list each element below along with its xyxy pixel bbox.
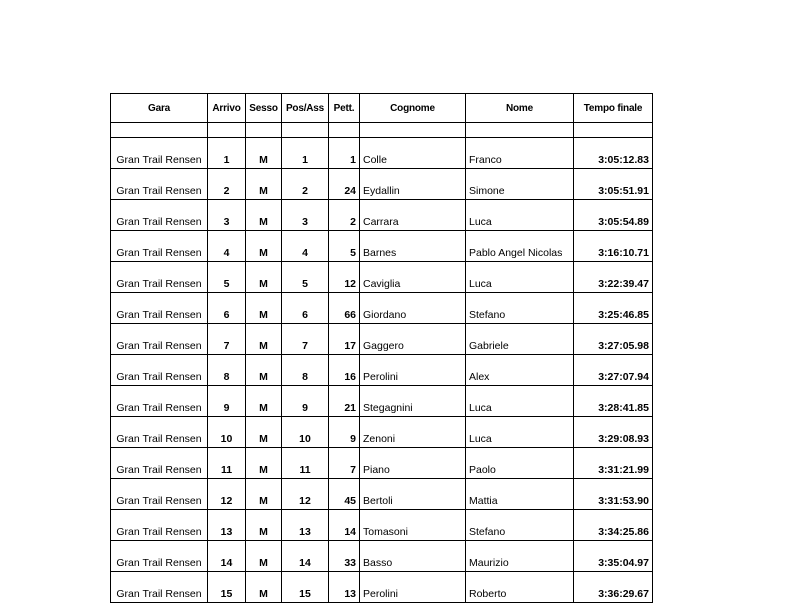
sesso-cell: M <box>246 200 282 231</box>
sesso-cell: M <box>246 417 282 448</box>
cognome-cell: Gaggero <box>360 324 466 355</box>
tempo-finale-cell: 3:25:46.85 <box>574 293 653 324</box>
table-row <box>111 262 653 293</box>
sesso-cell: M <box>246 262 282 293</box>
cognome-cell: Tomasoni <box>360 510 466 541</box>
tempo-finale-cell: 3:36:29.67 <box>574 572 653 603</box>
cognome-cell: Zenoni <box>360 417 466 448</box>
tempo-finale-cell: 3:34:25.86 <box>574 510 653 541</box>
cognome-cell: Bertoli <box>360 479 466 510</box>
sesso-cell: M <box>246 138 282 169</box>
arrivo-cell: 8 <box>208 355 246 386</box>
gara-cell: Gran Trail Rensen <box>111 386 208 417</box>
sesso-cell: M <box>246 479 282 510</box>
pos-ass-cell: 11 <box>282 448 329 479</box>
cognome-cell: Basso <box>360 541 466 572</box>
nome-cell: Roberto <box>466 572 574 603</box>
sesso-cell: M <box>246 541 282 572</box>
nome-cell: Mattia <box>466 479 574 510</box>
pett-cell: 1 <box>329 138 360 169</box>
pos-ass-cell: 15 <box>282 572 329 603</box>
spacer-cell <box>246 123 282 138</box>
nome-cell: Simone <box>466 169 574 200</box>
header-arrivo: Arrivo <box>208 94 246 123</box>
spacer-cell <box>360 123 466 138</box>
pos-ass-cell: 8 <box>282 355 329 386</box>
gara-cell: Gran Trail Rensen <box>111 231 208 262</box>
gara-cell: Gran Trail Rensen <box>111 355 208 386</box>
sesso-cell: M <box>246 510 282 541</box>
pett-cell: 17 <box>329 324 360 355</box>
gara-cell: Gran Trail Rensen <box>111 572 208 603</box>
table-row <box>111 510 653 541</box>
cognome-cell: Stegagnini <box>360 386 466 417</box>
tempo-finale-cell: 3:35:04.97 <box>574 541 653 572</box>
spacer-cell <box>111 123 208 138</box>
arrivo-cell: 14 <box>208 541 246 572</box>
table-row <box>111 479 653 510</box>
tempo-finale-cell: 3:31:53.90 <box>574 479 653 510</box>
table-row <box>111 572 653 603</box>
pos-ass-cell: 13 <box>282 510 329 541</box>
spacer-cell <box>282 123 329 138</box>
cognome-cell: Colle <box>360 138 466 169</box>
pett-cell: 33 <box>329 541 360 572</box>
table-row <box>111 231 653 262</box>
table-row <box>111 293 653 324</box>
spacer-cell <box>208 123 246 138</box>
sesso-cell: M <box>246 355 282 386</box>
spacer-cell <box>329 123 360 138</box>
gara-cell: Gran Trail Rensen <box>111 324 208 355</box>
arrivo-cell: 9 <box>208 386 246 417</box>
tempo-finale-cell: 3:31:21.99 <box>574 448 653 479</box>
cognome-cell: Caviglia <box>360 262 466 293</box>
pos-ass-cell: 14 <box>282 541 329 572</box>
pos-ass-cell: 2 <box>282 169 329 200</box>
tempo-finale-cell: 3:16:10.71 <box>574 231 653 262</box>
arrivo-cell: 13 <box>208 510 246 541</box>
gara-cell: Gran Trail Rensen <box>111 510 208 541</box>
arrivo-cell: 12 <box>208 479 246 510</box>
sesso-cell: M <box>246 324 282 355</box>
cognome-cell: Piano <box>360 448 466 479</box>
pos-ass-cell: 12 <box>282 479 329 510</box>
nome-cell: Luca <box>466 262 574 293</box>
pos-ass-cell: 5 <box>282 262 329 293</box>
pos-ass-cell: 7 <box>282 324 329 355</box>
sesso-cell: M <box>246 448 282 479</box>
header-pos-ass: Pos/Ass <box>282 94 329 123</box>
header-cognome: Cognome <box>360 94 466 123</box>
table-row <box>111 386 653 417</box>
pett-cell: 13 <box>329 572 360 603</box>
header-sesso: Sesso <box>246 94 282 123</box>
nome-cell: Stefano <box>466 510 574 541</box>
arrivo-cell: 3 <box>208 200 246 231</box>
table-row <box>111 324 653 355</box>
pett-cell: 14 <box>329 510 360 541</box>
tempo-finale-cell: 3:05:12.83 <box>574 138 653 169</box>
nome-cell: Luca <box>466 386 574 417</box>
sesso-cell: M <box>246 572 282 603</box>
tempo-finale-cell: 3:27:05.98 <box>574 324 653 355</box>
arrivo-cell: 2 <box>208 169 246 200</box>
spacer-row <box>111 123 653 138</box>
arrivo-cell: 10 <box>208 417 246 448</box>
results-table <box>110 93 653 603</box>
gara-cell: Gran Trail Rensen <box>111 541 208 572</box>
table-row <box>111 200 653 231</box>
pos-ass-cell: 9 <box>282 386 329 417</box>
table-header-row <box>111 94 653 123</box>
pos-ass-cell: 4 <box>282 231 329 262</box>
nome-cell: Stefano <box>466 293 574 324</box>
nome-cell: Luca <box>466 200 574 231</box>
nome-cell: Luca <box>466 417 574 448</box>
gara-cell: Gran Trail Rensen <box>111 448 208 479</box>
pett-cell: 66 <box>329 293 360 324</box>
header-tempo-finale: Tempo finale <box>574 94 653 123</box>
gara-cell: Gran Trail Rensen <box>111 138 208 169</box>
cognome-cell: Eydallin <box>360 169 466 200</box>
sesso-cell: M <box>246 293 282 324</box>
nome-cell: Paolo <box>466 448 574 479</box>
pett-cell: 21 <box>329 386 360 417</box>
pett-cell: 5 <box>329 231 360 262</box>
gara-cell: Gran Trail Rensen <box>111 200 208 231</box>
tempo-finale-cell: 3:05:54.89 <box>574 200 653 231</box>
sesso-cell: M <box>246 231 282 262</box>
spacer-cell <box>574 123 653 138</box>
arrivo-cell: 6 <box>208 293 246 324</box>
nome-cell: Pablo Angel Nicolas <box>466 231 574 262</box>
nome-cell: Gabriele <box>466 324 574 355</box>
pett-cell: 24 <box>329 169 360 200</box>
spacer-cell <box>466 123 574 138</box>
sesso-cell: M <box>246 386 282 417</box>
nome-cell: Alex <box>466 355 574 386</box>
pos-ass-cell: 6 <box>282 293 329 324</box>
tempo-finale-cell: 3:28:41.85 <box>574 386 653 417</box>
gara-cell: Gran Trail Rensen <box>111 479 208 510</box>
pett-cell: 16 <box>329 355 360 386</box>
arrivo-cell: 5 <box>208 262 246 293</box>
header-pett: Pett. <box>329 94 360 123</box>
header-nome: Nome <box>466 94 574 123</box>
tempo-finale-cell: 3:05:51.91 <box>574 169 653 200</box>
tempo-finale-cell: 3:27:07.94 <box>574 355 653 386</box>
arrivo-cell: 15 <box>208 572 246 603</box>
gara-cell: Gran Trail Rensen <box>111 262 208 293</box>
table-row <box>111 169 653 200</box>
sesso-cell: M <box>246 169 282 200</box>
table-row <box>111 448 653 479</box>
cognome-cell: Barnes <box>360 231 466 262</box>
arrivo-cell: 7 <box>208 324 246 355</box>
cognome-cell: Perolini <box>360 355 466 386</box>
cognome-cell: Perolini <box>360 572 466 603</box>
table-row <box>111 138 653 169</box>
gara-cell: Gran Trail Rensen <box>111 293 208 324</box>
tempo-finale-cell: 3:22:39.47 <box>574 262 653 293</box>
tempo-finale-cell: 3:29:08.93 <box>574 417 653 448</box>
pos-ass-cell: 3 <box>282 200 329 231</box>
pett-cell: 7 <box>329 448 360 479</box>
pett-cell: 9 <box>329 417 360 448</box>
nome-cell: Maurizio <box>466 541 574 572</box>
cognome-cell: Carrara <box>360 200 466 231</box>
pos-ass-cell: 10 <box>282 417 329 448</box>
table-row <box>111 417 653 448</box>
arrivo-cell: 4 <box>208 231 246 262</box>
pett-cell: 12 <box>329 262 360 293</box>
cognome-cell: Giordano <box>360 293 466 324</box>
results-body <box>111 123 653 603</box>
header-gara: Gara <box>111 94 208 123</box>
table-row <box>111 541 653 572</box>
arrivo-cell: 11 <box>208 448 246 479</box>
gara-cell: Gran Trail Rensen <box>111 417 208 448</box>
pos-ass-cell: 1 <box>282 138 329 169</box>
pett-cell: 45 <box>329 479 360 510</box>
nome-cell: Franco <box>466 138 574 169</box>
arrivo-cell: 1 <box>208 138 246 169</box>
pett-cell: 2 <box>329 200 360 231</box>
gara-cell: Gran Trail Rensen <box>111 169 208 200</box>
table-row <box>111 355 653 386</box>
